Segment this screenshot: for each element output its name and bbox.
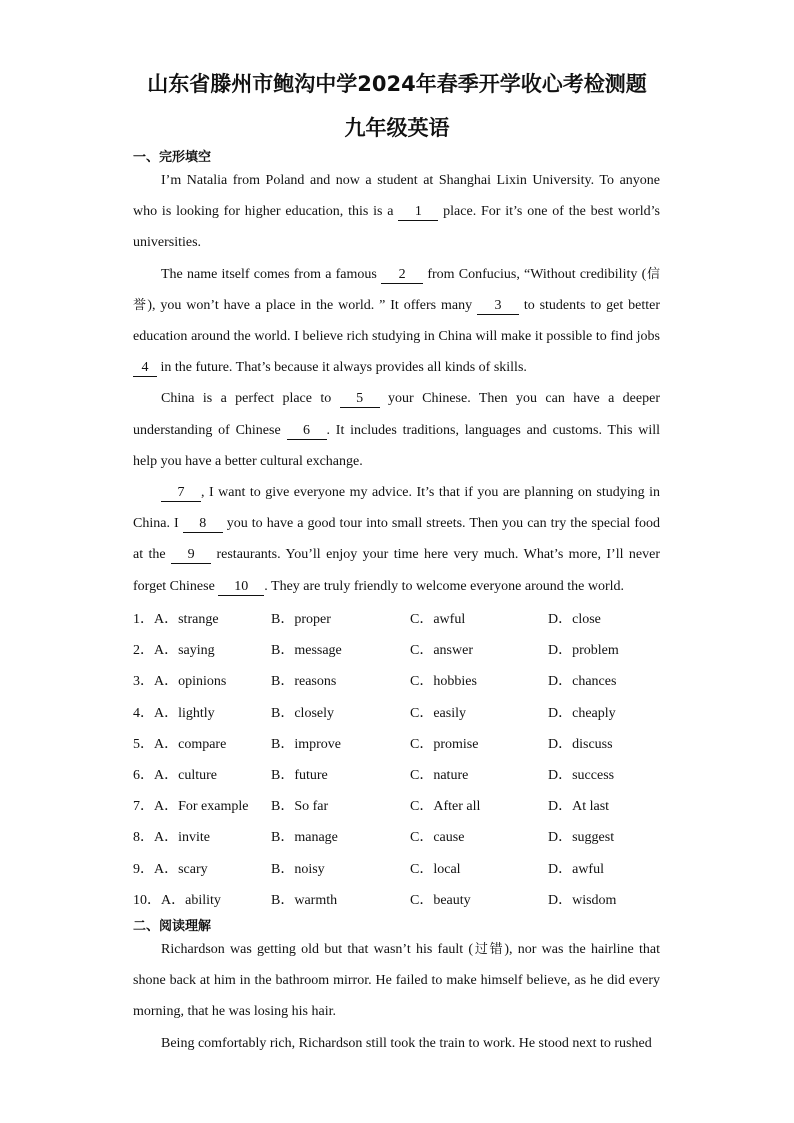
reading-passage bbox=[133, 934, 660, 1059]
option-c: C．local bbox=[410, 862, 461, 877]
option-row-2 bbox=[133, 639, 673, 659]
chinese-gloss: 过错 bbox=[473, 942, 505, 957]
option-row-1 bbox=[133, 608, 673, 628]
option-a: 7．A．For example bbox=[133, 799, 249, 814]
blank-2: 2 bbox=[381, 267, 423, 284]
chinese-gloss: 信誉 bbox=[133, 266, 660, 313]
text-span: China is a perfect place to bbox=[161, 391, 340, 407]
blank-10: 10 bbox=[218, 579, 264, 596]
option-c: C．beauty bbox=[410, 893, 471, 908]
option-b: B．warmth bbox=[271, 893, 338, 908]
option-b: B．closely bbox=[271, 706, 334, 721]
option-row-3 bbox=[133, 670, 673, 690]
option-a: 8．A．invite bbox=[133, 830, 210, 845]
text-span: place. For it’s one of the best world’s universities. bbox=[133, 204, 660, 251]
option-c: C．easily bbox=[410, 706, 466, 721]
text-span: in the future. That’s because it always provides all kinds of skills. bbox=[157, 360, 527, 376]
option-b: B．manage bbox=[271, 830, 338, 845]
text-span: to students to get better education around the world. I believe rich studying in China will make it possible to find jobs bbox=[133, 297, 660, 345]
option-b: B．future bbox=[271, 768, 328, 783]
text-span: The name itself comes from a famous bbox=[161, 266, 382, 282]
blank-4: 4 bbox=[133, 360, 157, 377]
option-c: C．nature bbox=[410, 768, 469, 783]
option-d: D．awful bbox=[548, 862, 604, 877]
option-d: D．discuss bbox=[548, 737, 613, 752]
option-d: D．success bbox=[548, 768, 615, 783]
cloze-paragraph-3 bbox=[133, 383, 660, 477]
option-a: 2．A．saying bbox=[133, 643, 215, 658]
reading-paragraph-2 bbox=[133, 1028, 660, 1059]
option-b: B．noisy bbox=[271, 862, 325, 877]
blank-5: 5 bbox=[340, 391, 380, 408]
option-row-5 bbox=[133, 733, 673, 753]
text-span: from Confucius, “Without credibility ( bbox=[423, 266, 647, 282]
option-a: 6．A．culture bbox=[133, 768, 217, 783]
cloze-passage bbox=[133, 165, 660, 602]
option-row-4 bbox=[133, 702, 673, 722]
text-span: ), you won’t have a place in the world. ” It offers many bbox=[147, 297, 477, 313]
option-d: D．suggest bbox=[548, 830, 615, 845]
text-span: . They are truly friendly to welcome everyone around the world. bbox=[264, 578, 625, 594]
option-b: B．reasons bbox=[271, 674, 337, 689]
section-heading-reading: 二、阅读理解 bbox=[133, 919, 212, 934]
option-a: 4．A．lightly bbox=[133, 706, 215, 721]
option-c: C．cause bbox=[410, 830, 465, 845]
blank-3: 3 bbox=[477, 298, 519, 315]
blank-8: 8 bbox=[183, 516, 223, 533]
blank-6: 6 bbox=[287, 423, 327, 440]
option-d: D．wisdom bbox=[548, 893, 617, 908]
blank-7: 7 bbox=[161, 485, 201, 502]
blank-9: 9 bbox=[171, 547, 211, 564]
text-span: restaurants. You’ll enjoy your time here very much. What’s more, I’ll never forget Chinese bbox=[133, 547, 660, 594]
option-b: B．improve bbox=[271, 737, 341, 752]
option-a: 9．A．scary bbox=[133, 862, 208, 877]
option-d: D．At last bbox=[548, 799, 610, 814]
option-b: B．proper bbox=[271, 612, 331, 627]
option-d: D．chances bbox=[548, 674, 617, 689]
text-span: Richardson was getting old but that wasn’t his fault ( bbox=[161, 942, 474, 957]
text-span: ), nor was the hairline that shone back at him in the bathroom mirror. He failed to make himself believe, as he did every morning, that he was losing his hair. bbox=[133, 942, 661, 1020]
option-row-7 bbox=[133, 795, 673, 815]
option-d: D．cheaply bbox=[548, 706, 616, 721]
text-span: you to have a good tour into small streets. Then you can try the special food at the bbox=[133, 516, 660, 563]
option-c: C．hobbies bbox=[410, 674, 477, 689]
option-a: 5．A．compare bbox=[133, 737, 227, 752]
option-d: D．close bbox=[548, 612, 601, 627]
option-b: B．So far bbox=[271, 799, 329, 814]
text-span: . It includes traditions, languages and customs. This will help you have a better cultural exchange. bbox=[133, 422, 660, 469]
page-subtitle: 九年级英语 bbox=[344, 116, 450, 140]
option-c: C．promise bbox=[410, 737, 479, 752]
option-a: 3．A．opinions bbox=[133, 674, 227, 689]
option-row-9 bbox=[133, 858, 673, 878]
option-row-8 bbox=[133, 826, 673, 846]
section-heading-cloze: 一、完形填空 bbox=[133, 150, 212, 165]
blank-1: 1 bbox=[398, 204, 438, 221]
cloze-paragraph-1 bbox=[133, 165, 660, 259]
text-span: Being comfortably rich, Richardson still took the train to work. He stood next to rushed bbox=[161, 1035, 652, 1051]
option-a: 1．A．strange bbox=[133, 612, 219, 627]
option-a: 10．A．ability bbox=[133, 893, 221, 908]
page-title: 山东省滕州市鲍沟中学2024年春季开学收心考检测题 bbox=[147, 72, 647, 96]
option-c: C．awful bbox=[410, 612, 466, 627]
option-row-6 bbox=[133, 764, 673, 784]
option-c: C．After all bbox=[410, 799, 481, 814]
reading-paragraph-1 bbox=[133, 934, 660, 1028]
option-c: C．answer bbox=[410, 643, 473, 658]
cloze-paragraph-2 bbox=[133, 259, 660, 384]
cloze-paragraph-4 bbox=[133, 477, 660, 602]
option-d: D．problem bbox=[548, 643, 619, 658]
option-row-10 bbox=[133, 889, 673, 909]
text-span: , I want to give everyone my advice. It’s that if you are planning on studying in China. I bbox=[133, 485, 660, 532]
text-span: I’m Natalia from Poland and now a student at Shanghai Lixin University. To anyone who is looking for higher education, this is a bbox=[133, 173, 660, 220]
text-span: your Chinese. Then you can have a deeper understanding of Chinese bbox=[133, 391, 660, 438]
option-b: B．message bbox=[271, 643, 342, 658]
